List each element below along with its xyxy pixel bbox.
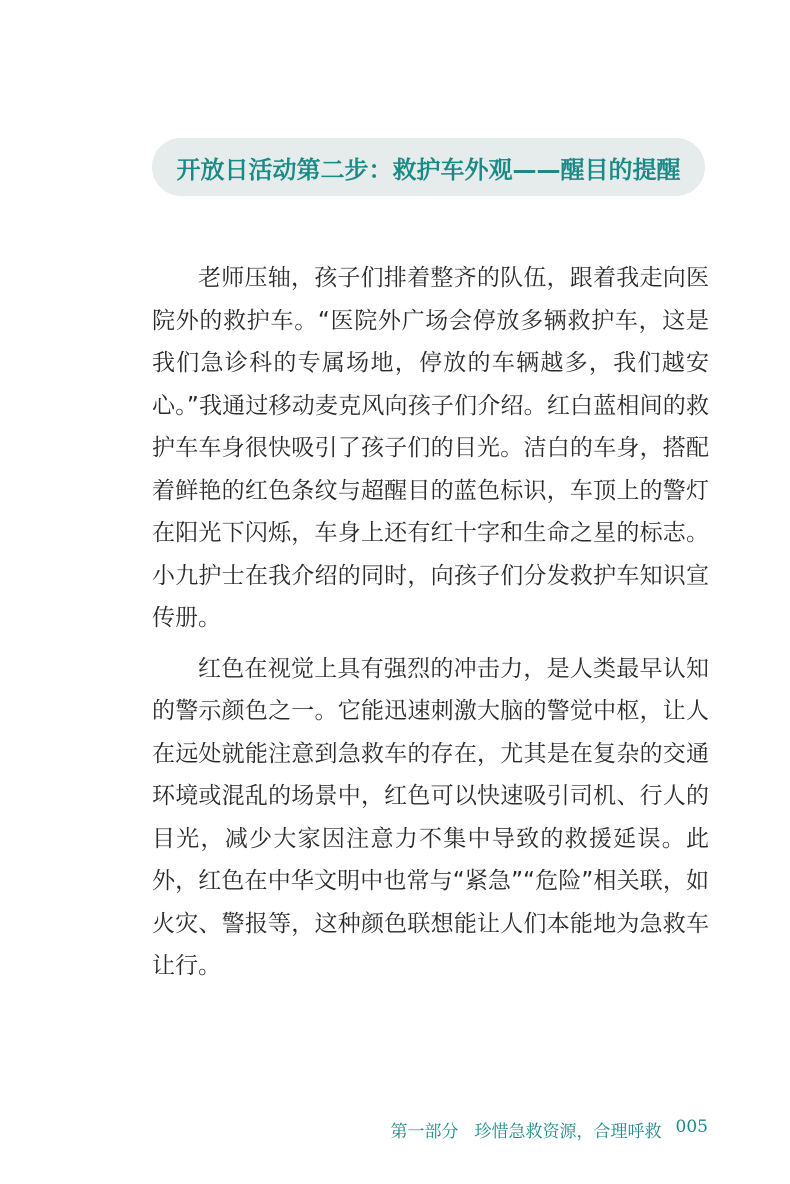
page-footer: [391, 1117, 708, 1142]
footer-part-label: 第一部分: [390, 1122, 459, 1142]
body-text: [152, 257, 709, 996]
section-heading: 开放日活动第二步：救护车外观——醒目的提醒: [176, 155, 681, 184]
paragraph: 红色在视觉上具有强烈的冲击力，是人类最早认知的警示颜色之一。它能迅速刺激大脑的警觉中枢，让人在远处就能注意到急救车的存在，尤其是在复杂的交通环境或混乱的场景中，红色可以快速吸引司机、行人的目光，减少大家因注意力不集中导致的救援延误。此外，红色在中华文明中也常与“紧急”“危险”相关联，如火灾、警报等，这种颜色联想能让人们本能地为急救车让行。: [152, 655, 709, 979]
page-number: 005: [675, 1117, 708, 1137]
footer-chapter-title: 珍惜急救资源，合理呼救: [474, 1122, 662, 1142]
paragraph: 老师压轴，孩子们排着整齐的队伍，跟着我走向医院外的救护车。“医院外广场会停放多辆救护车，这是我们急诊科的专属场地，停放的车辆越多，我们越安心。”我通过移动麦克风向孩子们介绍。红白蓝相间的救护车车身很快吸引了孩子们的目光。洁白的车身，搭配着鲜艳的红色条纹与超醒目的蓝色标识，车顶上的警灯在阳光下闪烁，车身上还有红十字和生命之星的标志。小九护士在我介绍的同时，向孩子们分发救护车知识宣传册。: [152, 265, 709, 631]
section-heading-banner: [152, 138, 705, 196]
